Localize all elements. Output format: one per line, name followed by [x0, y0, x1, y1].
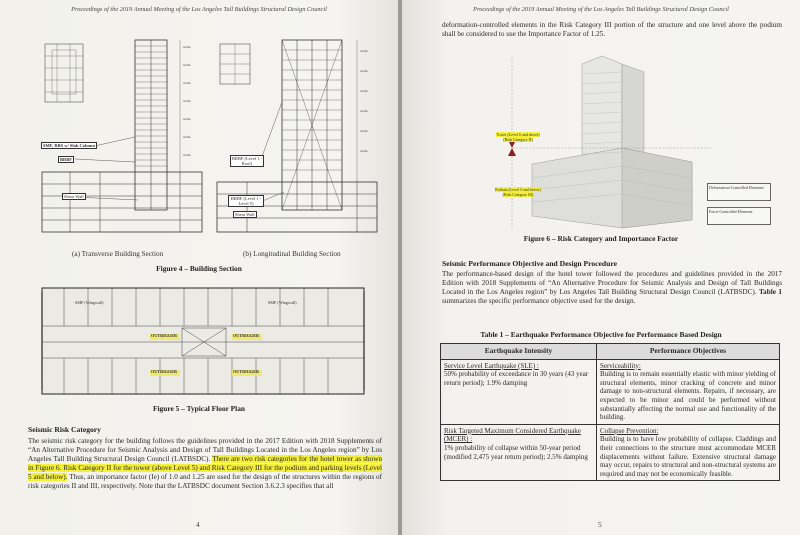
svg-text:LEVEL: LEVEL [183, 136, 192, 139]
header-earthquake-intensity: Earthquake Intensity [441, 344, 597, 360]
sle-title: Service Level Earthquake (SLE) : [444, 361, 539, 370]
right-top-text: deformation-controlled elements in the Risk Category III portion of the structure and one level above the podium shall be considered to use the Importance Factor of 1.25. [442, 21, 782, 38]
svg-text:LEVEL: LEVEL [360, 50, 369, 53]
figure-4a-transverse-section [30, 22, 205, 244]
figure-5-caption: Figure 5 – Typical Floor Plan [152, 404, 246, 413]
table-row [441, 424, 780, 481]
risk-para-plain: The seismic risk category for the building follows the guidelines provided in the 2017 Edition with 2018 Supplements of “An Alternative Procedure for Seismic Analysis and Design of Tall Buildings Located in the Los Angeles region” by Los Angeles Tall Building Structural Design Council (LATBSDC). [28, 437, 382, 463]
table-row [441, 359, 780, 424]
figure-4-caption: Figure 4 – Building Section [156, 264, 242, 273]
floor-plan-outrigger-label-4: OUTRIGGER [233, 369, 260, 374]
tower-label [494, 132, 542, 142]
figure-6-caption: Figure 6 – Risk Category and Importance Factor [523, 234, 679, 243]
table-1-caption: Table 1 – Earthquake Performance Objective for Performance Based Design [480, 330, 722, 339]
podium-label [494, 187, 542, 197]
earthquake-performance-table [440, 343, 780, 481]
floor-plan-smf-label-2: SMF (Wingwall) [268, 300, 297, 305]
table-header-row [441, 344, 780, 360]
svg-text:LEVEL: LEVEL [183, 64, 192, 67]
collapse-prevention-title: Collapse Prevention: [599, 426, 659, 435]
sle-intensity-cell [441, 359, 597, 424]
floor-plan-smf-label-1: SMF (Wingwall) [75, 300, 104, 305]
sle-body: 50% probability of exceedance in 30 years (43 year return period); 1.9% damping [444, 370, 589, 387]
floor-plan-outrigger-label-3: OUTRIGGER [151, 369, 178, 374]
floor-plan-outrigger-label-1: OUTRIGGER [151, 333, 178, 338]
collapse-prevention-cell [596, 424, 779, 481]
brbf-lower-label: BRBF (Level 1 - Level 5) [228, 195, 264, 207]
floor-plan-outrigger-label-2: OUTRIGGER [233, 333, 260, 338]
right-page [402, 0, 800, 535]
performance-para: The performance-based design of the hotel tower followed the procedures and guidelines provided in the 2017 Edition with 2018 Supplements of “An Alternative Procedure for Seismic Analysis and Design of Tall Buildings Located in the Los Angeles region” by Los Angeles Tall Building Structural Design Council (LATBSDC). [442, 270, 782, 296]
header-performance-objectives: Performance Objectives [596, 344, 779, 360]
serviceability-body: Building is to remain essentially elastic with minor yielding of structural elements, minor cracking of concrete and minor damage to non-structural elements. Repairs, if necessary, are expected to be minor and could be performed without substantially affecting the normal use and functionality of the building. [599, 370, 776, 422]
page-number-left: 4 [196, 520, 200, 529]
svg-text:LEVEL: LEVEL [360, 110, 369, 113]
left-page [0, 0, 398, 535]
tower-label-text: Tower (Level 6 and above) (Risk Category II) [496, 132, 540, 142]
page-number-right: 5 [598, 520, 602, 529]
deformation-controlled-label: Deformation-Controlled Elements [707, 183, 771, 201]
seismic-risk-paragraph [28, 437, 382, 491]
svg-text:LEVEL: LEVEL [183, 100, 192, 103]
seismic-performance-paragraph [442, 270, 782, 306]
svg-text:LEVEL: LEVEL [360, 90, 369, 93]
figure-4b-subcaption: (b) Longitudinal Building Section [243, 250, 341, 258]
risk-para-highlight: There are two risk categories for the hotel tower as shown in Figure 6. Risk Category II for the tower (above Level 5) and Risk Category III for the podium and parking levels (Level 5 and below). [28, 455, 382, 481]
svg-text:LEVEL: LEVEL [183, 82, 192, 85]
serviceability-title: Serviceability: [599, 361, 641, 370]
mce-intensity-cell [441, 424, 597, 481]
performance-para-end: summarizes the specific performance objective used for the design. [442, 297, 636, 305]
right-running-header: Proceedings of the 2019 Annual Meeting of the Los Angeles Tall Buildings Structural Design Council [473, 6, 729, 13]
svg-text:LEVEL: LEVEL [360, 150, 369, 153]
shear-wall-b-label: Shear Wall [235, 212, 255, 217]
svg-text:LEVEL: LEVEL [183, 46, 192, 49]
figure-4a-subcaption: (a) Transverse Building Section [72, 250, 164, 258]
svg-text:LEVEL: LEVEL [360, 70, 369, 73]
brbf-label: BRBF [60, 157, 73, 162]
smf-label: SMF, RBS w/ Slab Column [43, 143, 95, 148]
performance-para-table-ref: Table 1 [759, 288, 782, 296]
mce-title: Risk Targeted Maximum Considered Earthquake (MCER) : [444, 426, 581, 444]
left-running-header: Proceedings of the 2019 Annual Meeting of the Los Angeles Tall Buildings Structural Design Council [71, 6, 327, 13]
podium-label-text: Podium (Level 5 and below) (Risk Category III) [495, 187, 541, 197]
seismic-risk-category-heading: Seismic Risk Category [28, 425, 101, 434]
svg-text:LEVEL: LEVEL [183, 118, 192, 121]
seismic-performance-heading: Seismic Performance Objective and Design Procedure [442, 259, 617, 268]
mce-body: 1% probability of collapse within 50-year period (modified 2,475 year return period); 2.5% damping [444, 443, 588, 461]
risk-para-tail: Thus, an importance factor (Ie) of 1.0 and 1.25 are used for the design of the structures within the regions of risk categories II and III, respectively. Note that the LATBSDC document Section 3.6.2.3 specifies that all [28, 473, 382, 490]
collapse-prevention-body: Building is to have low probability of collapse. Claddings and their connections to the structure must accommodate MCER displacements without failure. Extensive structural damage may occur, repairs to structural and non-structural systems are required and may not be economically feasible. [599, 435, 776, 478]
serviceability-cell [596, 359, 779, 424]
shear-wall-label: Shear Wall [64, 194, 84, 199]
svg-text:LEVEL: LEVEL [183, 154, 192, 157]
svg-text:LEVEL: LEVEL [360, 130, 369, 133]
force-controlled-label: Force-Controlled Elements [707, 207, 771, 225]
brbf-upper-label: BRBF (Level 1 - Roof) [231, 156, 263, 166]
